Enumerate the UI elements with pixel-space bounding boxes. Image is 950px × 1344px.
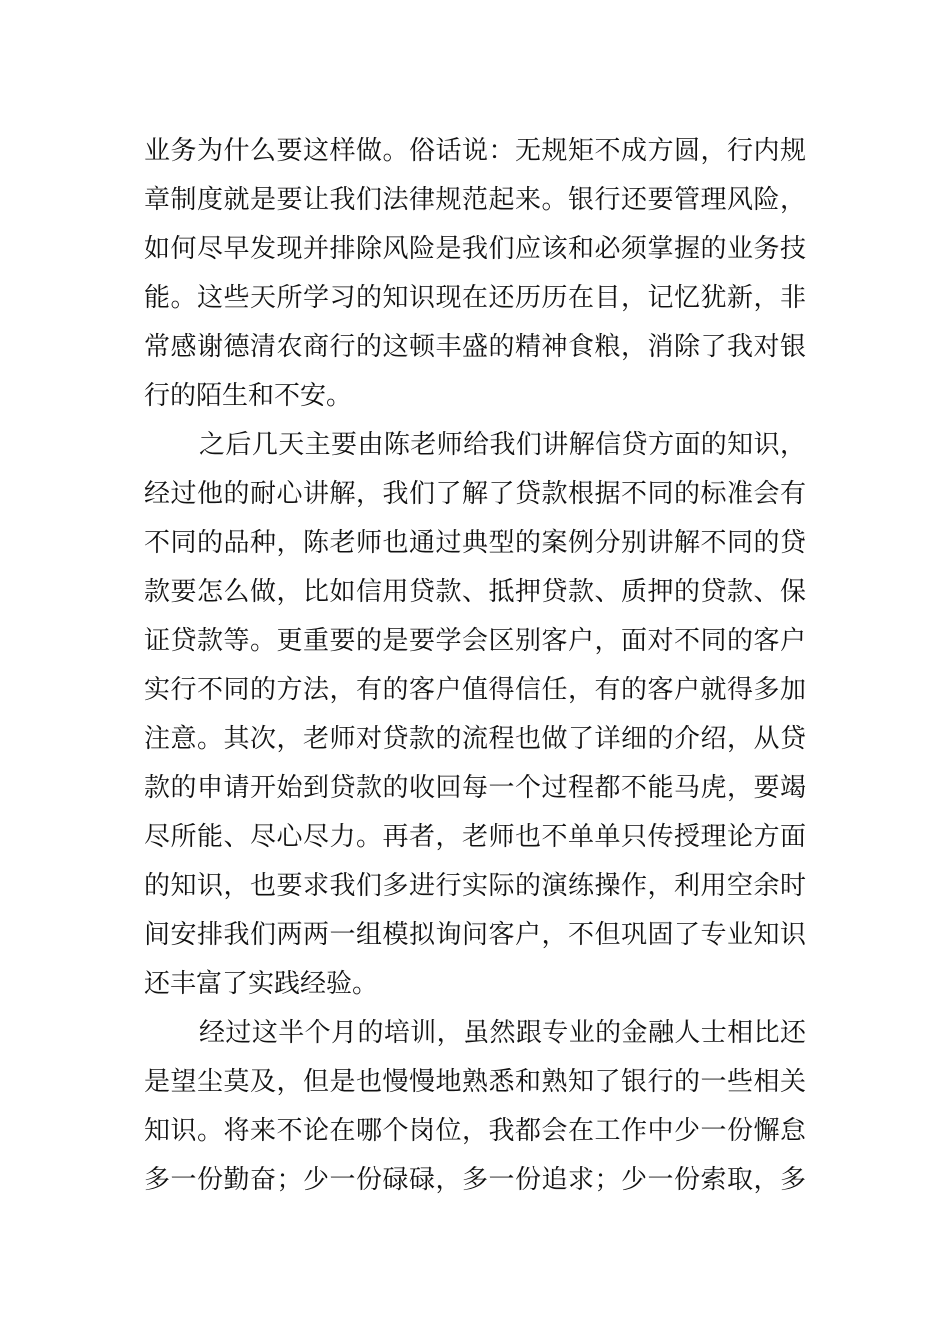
text-line: 实行不同的方法，有的客户值得信任，有的客户就得多加	[144, 675, 806, 705]
text-line: 款的申请开始到贷款的收回每一个过程都不能马虎，要竭	[144, 773, 806, 803]
text-line: 的知识，也要求我们多进行实际的演练操作，利用空余时	[144, 871, 806, 901]
text-line: 能。这些天所学习的知识现在还历历在目，记忆犹新，非	[144, 283, 806, 313]
text-line: 之后几天主要由陈老师给我们讲解信贷方面的知识，	[199, 430, 806, 460]
paragraph	[144, 1009, 806, 1205]
text-line: 是望尘莫及，但是也慢慢地熟悉和熟知了银行的一些相关	[144, 1067, 806, 1097]
text-line: 如何尽早发现并排除风险是我们应该和必须掌握的业务技	[144, 234, 806, 264]
text-line: 多一份勤奋；少一份碌碌，多一份追求；少一份索取，多	[144, 1165, 806, 1195]
paragraph	[144, 421, 806, 1009]
text-line: 款要怎么做，比如信用贷款、抵押贷款、质押的贷款、保	[144, 577, 806, 607]
text-line: 常感谢德清农商行的这顿丰盛的精神食粮，消除了我对银	[144, 332, 806, 362]
paragraph	[144, 127, 806, 421]
text-line: 间安排我们两两一组模拟询问客户，不但巩固了专业知识	[144, 920, 806, 950]
text-line: 章制度就是要让我们法律规范起来。银行还要管理风险，	[144, 185, 806, 215]
document-body	[144, 127, 806, 1205]
text-line: 知识。将来不论在哪个岗位，我都会在工作中少一份懈怠	[144, 1116, 806, 1146]
text-line: 行的陌生和不安。	[144, 381, 353, 411]
text-line: 不同的品种，陈老师也通过典型的案例分别讲解不同的贷	[144, 528, 806, 558]
text-line: 经过他的耐心讲解，我们了解了贷款根据不同的标准会有	[144, 479, 806, 509]
text-line: 业务为什么要这样做。俗话说：无规矩不成方圆，行内规	[144, 136, 806, 166]
text-line: 证贷款等。更重要的是要学会区别客户，面对不同的客户	[144, 626, 806, 656]
text-line: 经过这半个月的培训，虽然跟专业的金融人士相比还	[199, 1018, 806, 1048]
text-line: 尽所能、尽心尽力。再者，老师也不单单只传授理论方面	[144, 822, 806, 852]
text-line: 还丰富了实践经验。	[144, 969, 379, 999]
text-line: 注意。其次，老师对贷款的流程也做了详细的介绍，从贷	[144, 724, 806, 754]
